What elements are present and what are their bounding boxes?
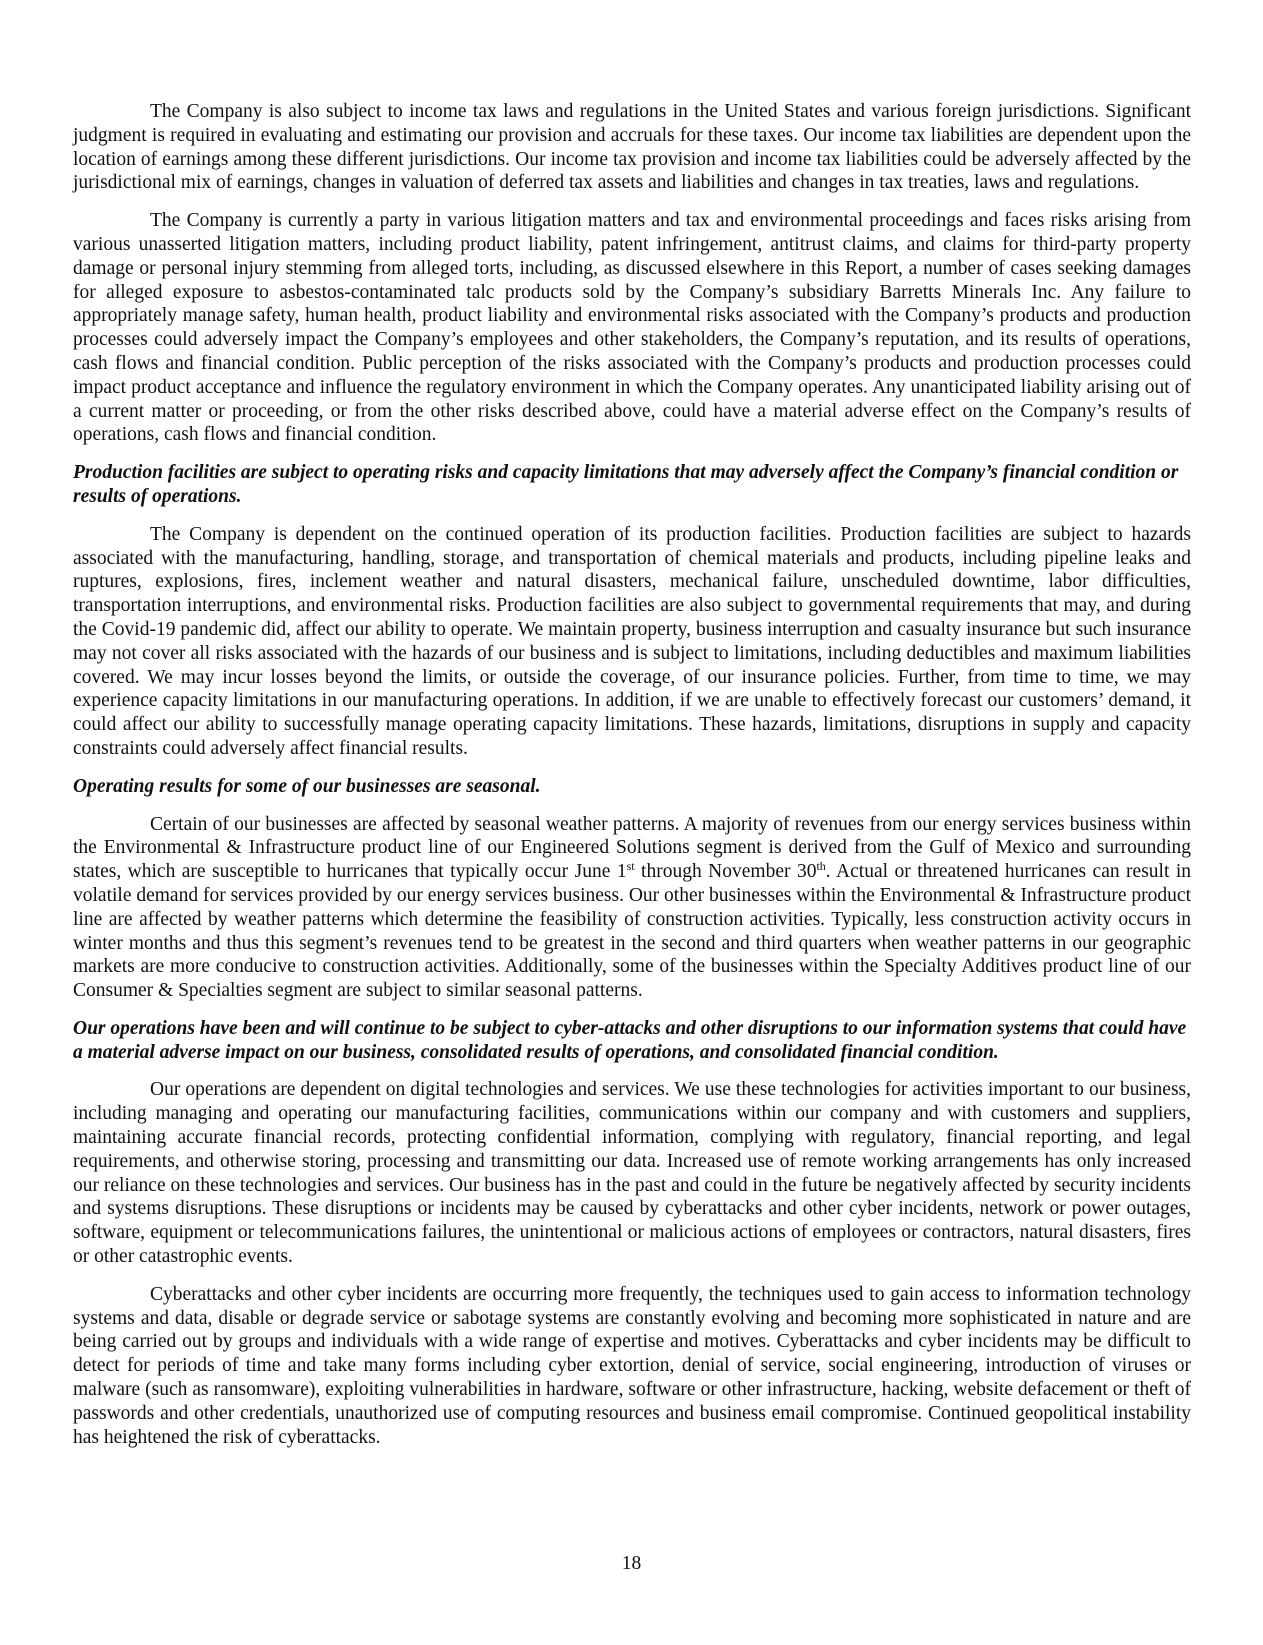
paragraph-income-tax: The Company is also subject to income tax laws and regulations in the United States and various foreign jurisdictions. Significant judgment is required in evaluating and estimating our provision and accruals for these taxes. Our income tax liabilities are dependent upon the location of earnings among these different jurisdictions. Our income tax provision and income tax liabilities could be adversely affected by the jurisdictional mix of earnings, changes in valuation of deferred tax assets and liabilities and changes in tax treaties, laws and regulations.	[73, 101, 1191, 194]
superscript-th: th	[816, 859, 826, 874]
paragraph-seasonal-part-3: . Actual or threatened hurricanes can result in volatile demand for services provided by our energy services business. Our other businesses within the Environmental & Infrastructure product line are affected by weather patterns which determine the feasibility of construction activities. Typically, less construction activity occurs in winter months and thus this segment’s revenues tend to be greatest in the second and third quarters when weather patterns in our geographic markets are more conducive to construction activities. Additionally, some of the businesses within the Specialty Additives product line of our Consumer & Specialties segment are subject to similar seasonal patterns.	[73, 861, 1192, 1002]
heading-seasonal: Operating results for some of our businesses are seasonal.	[73, 775, 541, 797]
heading-production-facilities: Production facilities are subject to operating risks and capacity limitations that may adversely affect the Company’s financial condition or results of operations.	[73, 462, 1179, 507]
page-number: 18	[621, 1553, 642, 1574]
paragraph-cyberattacks: Cyberattacks and other cyber incidents are occurring more frequently, the techniques used to gain access to information technology systems and data, disable or degrade service or sabotage systems are constantly evolving and becoming more sophisticated in nature and are being carried out by groups and individuals with a wide range of expertise and motives. Cyberattacks and cyber incidents may be difficult to detect for periods of time and take many forms including cyber extortion, denial of service, social engineering, introduction of viruses or malware (such as ransomware), exploiting vulnerabilities in hardware, software or other infrastructure, hacking, website defacement or theft of passwords and other credentials, unauthorized use of computing resources and business email compromise. Continued geopolitical instability has heightened the risk of cyberattacks.	[73, 1283, 1191, 1448]
paragraph-seasonal	[73, 813, 1191, 1003]
paragraph-litigation: The Company is currently a party in various litigation matters and tax and environmental proceedings and faces risks arising from various unasserted litigation matters, including product liability, patent infringement, antitrust claims, and claims for third-party property damage or personal injury stemming from alleged torts, including, as discussed elsewhere in this Report, a number of cases seeking damages for alleged exposure to asbestos-contaminated talc products sold by the Company’s subsidiary Barretts Minerals Inc. Any failure to appropriately manage safety, human health, product liability and environmental risks associated with the Company’s products and production processes could adversely impact the Company’s employees and other stakeholders, the Company’s reputation, and its results of operations, cash flows and financial condition. Public perception of the risks associated with the Company’s products and production processes could impact product acceptance and influence the regulatory environment in which the Company operates. Any unanticipated liability arising out of a current matter or proceeding, or from the other risks described above, could have a material adverse effect on the Company’s results of operations, cash flows and financial condition.	[73, 210, 1191, 446]
paragraph-digital-technologies: Our operations are dependent on digital technologies and services. We use these technologies for activities important to our business, including managing and operating our manufacturing facilities, communications within our company and with customers and suppliers, maintaining accurate financial records, protecting confidential information, complying with regulatory, financial reporting, and legal requirements, and otherwise storing, processing and transmitting our data. Increased use of remote working arrangements has only increased our reliance on these technologies and services. Our business has in the past and could in the future be negatively affected by security incidents and systems disruptions. These disruptions or incidents may be caused by cyberattacks and other cyber incidents, network or power outages, software, equipment or telecommunications failures, the unintentional or malicious actions of employees or contractors, natural disasters, fires or other catastrophic events.	[73, 1079, 1191, 1268]
paragraph-production-facilities: The Company is dependent on the continued operation of its production facilities. Production facilities are subject to hazards associated with the manufacturing, handling, storage, and transportation of chemical materials and products, including pipeline leaks and ruptures, explosions, fires, inclement weather and natural disasters, mechanical failure, unscheduled downtime, labor difficulties, transportation interruptions, and environmental risks. Production facilities are also subject to governmental requirements that may, and during the Covid-19 pandemic did, affect our ability to operate. We maintain property, business interruption and casualty insurance but such insurance may not cover all risks associated with the hazards of our business and is subject to limitations, including deductibles and maximum liabilities covered. We may incur losses beyond the limits, or outside the coverage, of our insurance policies. Further, from time to time, we may experience capacity limitations in our manufacturing operations. In addition, if we are unable to effectively forecast our customers’ demand, it could affect our ability to successfully manage operating capacity limitations. These hazards, limitations, disruptions in supply and capacity constraints could adversely affect financial results.	[73, 523, 1191, 759]
paragraph-seasonal-part-1: Certain of our businesses are affected by seasonal weather patterns. A majority of revenues from our energy services business within the Environmental & Infrastructure product line of our Engineered Solutions segment is derived from the Gulf of Mexico and surrounding states, which are susceptible to hurricanes that typically occur June 1	[73, 813, 1191, 883]
heading-cyber-attacks: Our operations have been and will continue to be subject to cyber-attacks and other disruptions to our information systems that could have a material adverse impact on our business, consolidated results of operations, and consolidated financial condition.	[73, 1017, 1187, 1063]
superscript-st: st	[626, 859, 635, 874]
paragraph-seasonal-part-2: through November 30	[634, 861, 817, 883]
document-body	[73, 100, 1191, 1463]
